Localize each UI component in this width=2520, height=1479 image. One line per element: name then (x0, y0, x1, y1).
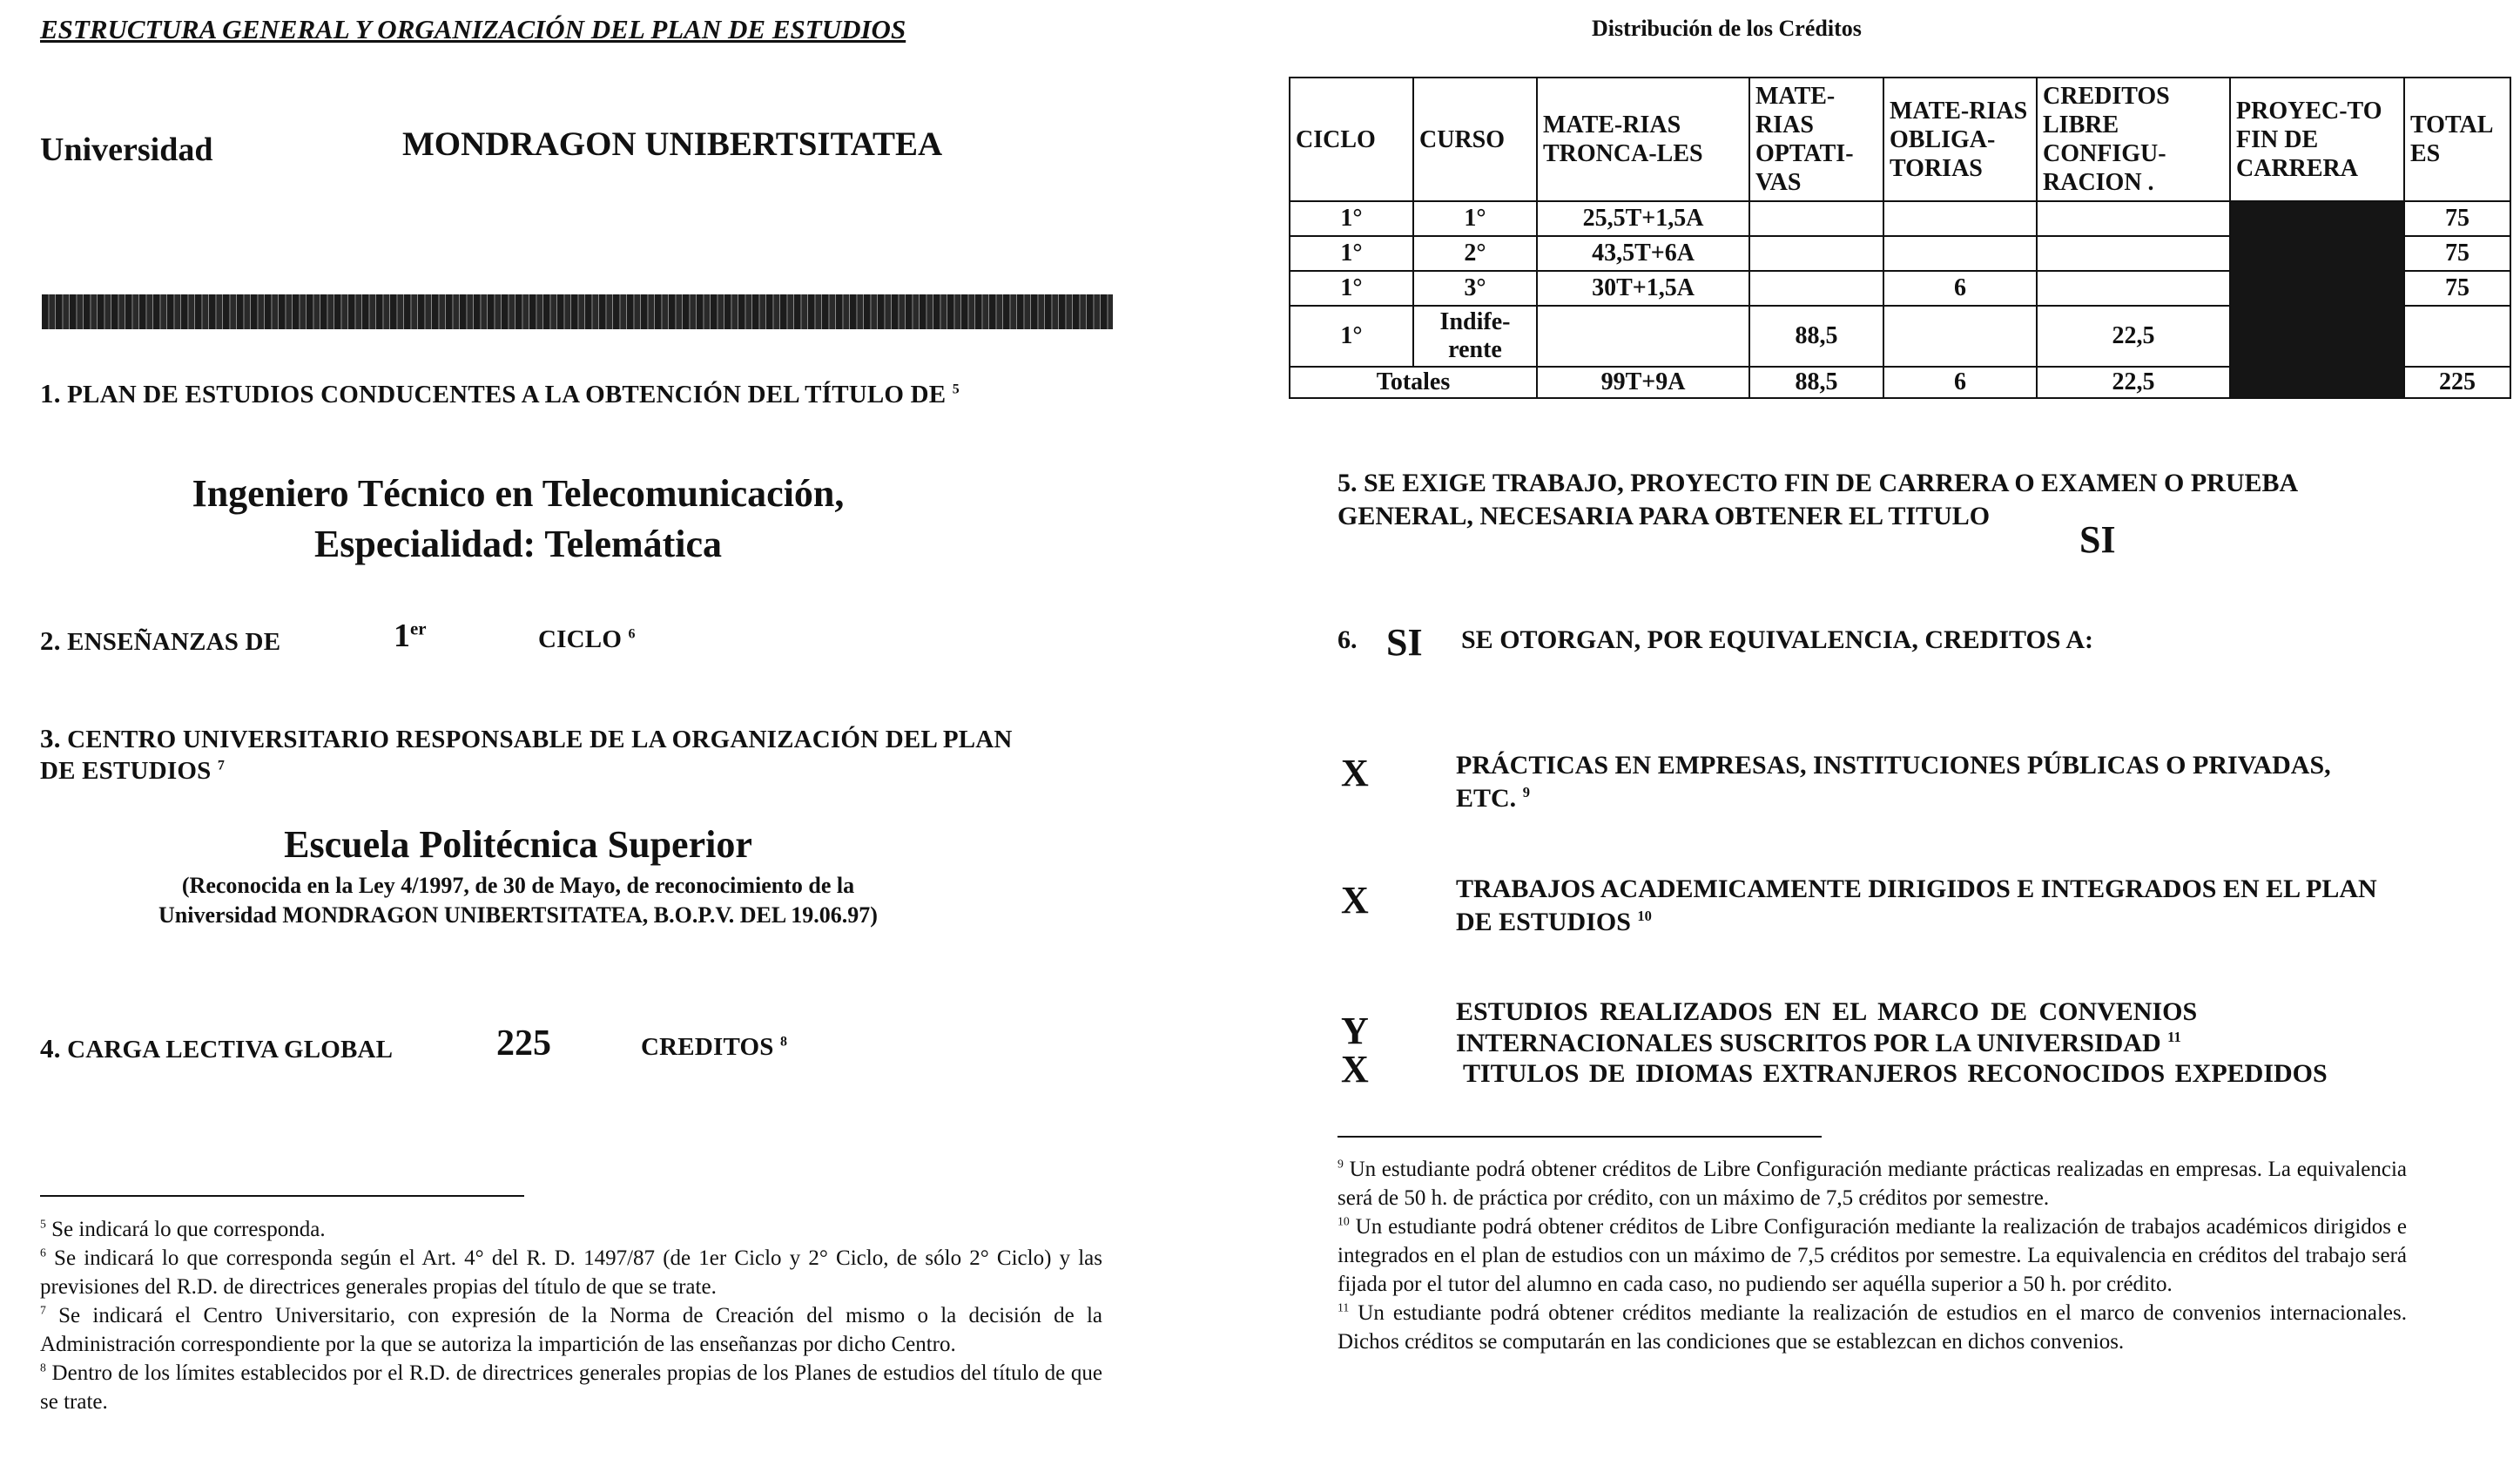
cycle-value (394, 617, 427, 655)
degree-line-1: Ingeniero Técnico en Telecomunicación, (192, 472, 845, 515)
cycle-label (538, 625, 636, 654)
shaded-cell (2230, 201, 2404, 398)
section-2-text: ENSEÑANZAS DE (67, 628, 281, 656)
column-header: CURSO (1413, 78, 1537, 201)
table-cell (1883, 306, 2037, 367)
table-cell (1537, 306, 1749, 367)
section-3-line-1: CENTRO UNIVERSITARIO RESPONSABLE DE LA ORGANIZACIÓN DEL PLAN (67, 726, 1013, 753)
section-4-text: CARGA LECTIVA GLOBAL (67, 1036, 394, 1064)
section-5-line-1: SE EXIGE TRABAJO, PROYECTO FIN DE CARRERA O EXAMEN O PRUEBA (1364, 469, 2299, 497)
table-cell: 1° (1290, 306, 1413, 367)
table-cell: 22,5 (2037, 306, 2230, 367)
column-header: CREDITOS LIBRE CONFIGU-RACION . (2037, 78, 2230, 201)
column-header: MATE-RIAS OBLIGA-TORIAS (1883, 78, 2037, 201)
table-cell (1749, 236, 1883, 271)
table-cell: 1° (1290, 271, 1413, 306)
footnote: $^7$ Se indicará el Centro Universitario, con expresión de la Norma de Creación del mismo o la decisión de la Administración correspondiente por la que se autoriza la impartición de las enseñanzas por dicho Centro. (40, 1303, 1103, 1356)
school-note-line-1: (Reconocida en la Ley 4/1997, de 30 de Mayo, de reconocimiento de la (181, 873, 855, 898)
table-cell: 1° (1413, 201, 1537, 236)
degree-title (0, 469, 1036, 570)
table-cell: 99T+9A (1537, 367, 1749, 398)
credits-unit-text: CREDITOS (641, 1033, 774, 1061)
section-1-footnote-ref: 5 (952, 382, 960, 397)
section-3-line-2: DE ESTUDIOS (40, 757, 212, 785)
equivalence-item: ESTUDIOS REALIZADOS EN EL MARCO DE CONVENIOS INTERNACIONALES SUSCRITOS POR LA UNIVERSIDAD $^{11}$ (1456, 997, 2198, 1057)
totals-label: Totales (1290, 367, 1537, 398)
footnote: $^9$ Un estudiante podrá obtener créditos de Libre Configuración mediante prácticas realizadas en empresas. La equivalencia será de 50 h. de práctica por crédito, con un máximo de 7,5 créditos por semestre. (1337, 1157, 2408, 1210)
table-cell (2037, 236, 2230, 271)
column-header: PROYEC-TO FIN DE CARRERA (2230, 78, 2404, 201)
table-cell (1749, 201, 1883, 236)
university-label: Universidad (40, 132, 213, 168)
university-name: MONDRAGON UNIBERTSITATEA (402, 125, 943, 163)
table-cell (1883, 236, 2037, 271)
table-cell: 1° (1290, 201, 1413, 236)
table-cell: 43,5T+6A (1537, 236, 1749, 271)
table-cell (2037, 201, 2230, 236)
section-3 (40, 723, 1013, 787)
section-4-number: 4. (40, 1033, 61, 1064)
footnote: $^8$ Dentro de los límites establecidos por el R.D. de directrices generales propias de los Planes de estudios del título de que se trate. (40, 1361, 1103, 1414)
footnotes-left (40, 1215, 1102, 1416)
table-cell: Indife-rente (1413, 306, 1537, 367)
table-cell: 2° (1413, 236, 1537, 271)
table-cell: 225 (2404, 367, 2510, 398)
equivalence-mark: X (1341, 879, 1369, 922)
table-header-row (1290, 78, 2510, 201)
table-cell (2037, 271, 2230, 306)
footnote: $^{10}$ Un estudiante podrá obtener créditos de Libre Configuración mediante la realización de trabajos académicos dirigidos e integrados en el plan de estudios con un máximo de 7,5 créditos por semestre. La equivalencia en créditos del trabajo será fijada por el tutor del alumno en cada caso, no pudiendo ser aquélla superior a 50 h. por crédito. (1337, 1214, 2408, 1296)
cycle-number: 1 (394, 618, 410, 654)
section-2-label (40, 625, 280, 657)
table-cell: 75 (2404, 271, 2510, 306)
table-cell: 22,5 (2037, 367, 2230, 398)
section-4-label (40, 1033, 393, 1064)
table-cell: 75 (2404, 236, 2510, 271)
footnote: $^6$ Se indicará lo que corresponda según el Art. 4° del R. D. 1497/87 (de 1er Ciclo y 2° Ciclo, de sólo 2° Ciclo) y las previsiones del R.D. de directrices generales propias del título de que se trate. (40, 1246, 1103, 1299)
table-cell: 25,5T+1,5A (1537, 201, 1749, 236)
section-2-footnote-ref: 6 (628, 626, 636, 642)
section-5-line-2: GENERAL, NECESARIA PARA OBTENER EL TITULO (1337, 502, 1991, 530)
credits-table (1289, 77, 2511, 399)
section-2-number: 2. (40, 625, 61, 656)
section-4-footnote-ref: 8 (780, 1034, 788, 1050)
column-header: CICLO (1290, 78, 1413, 201)
section-6-text: SE OTORGAN, POR EQUIVALENCIA, CREDITOS A: (1461, 625, 2093, 654)
table-cell (1749, 271, 1883, 306)
footnote-divider-right (1337, 1136, 1822, 1138)
equivalence-mark: Y (1341, 1010, 1369, 1052)
credits-distribution-title: Distribución de los Créditos (1592, 16, 1862, 41)
section-3-number: 3. (40, 723, 61, 753)
cycle-label-text: CICLO (538, 625, 623, 653)
global-credits-value: 225 (496, 1023, 551, 1064)
cycle-superscript: er (410, 618, 427, 639)
credits-unit (641, 1033, 787, 1062)
section-5 (1337, 467, 2298, 533)
table-cell: 1° (1290, 236, 1413, 271)
footnote-divider-left (40, 1195, 524, 1197)
section-6-answer: SI (1386, 621, 1423, 664)
section-6-number: 6. (1337, 625, 1358, 654)
document-heading: ESTRUCTURA GENERAL Y ORGANIZACIÓN DEL PLAN DE ESTUDIOS (40, 14, 906, 44)
section-1 (40, 378, 960, 409)
footnotes-right (1337, 1155, 2407, 1356)
table-cell: 88,5 (1749, 367, 1883, 398)
footnote: $^5$ Se indicará lo que corresponda. (40, 1217, 326, 1241)
degree-line-2: Especialidad: Telemática (313, 523, 723, 565)
equivalence-item: PRÁCTICAS EN EMPRESAS, INSTITUCIONES PÚBLICAS O PRIVADAS, ETC. $^9$ (1456, 751, 2331, 813)
footnote: $^{11}$ Un estudiante podrá obtener créditos mediante la realización de estudios en el marco de convenios internacionales. Dichos créditos se computarán en las condiciones que se establezcan en dichos convenios. (1337, 1300, 2408, 1354)
school-note-line-2: Universidad MONDRAGON UNIBERTSITATEA, B.O.P.V. DEL 19.06.97) (158, 902, 878, 928)
equivalence-mark: X (1341, 752, 1369, 794)
section-1-number: 1. (40, 378, 61, 409)
table-row (1290, 201, 2510, 236)
table-cell: 75 (2404, 201, 2510, 236)
section-1-text: PLAN DE ESTUDIOS CONDUCENTES A LA OBTENCIÓN DEL TÍTULO DE (67, 381, 947, 409)
school-name: Escuela Politécnica Superior (284, 823, 752, 866)
table-cell: 30T+1,5A (1537, 271, 1749, 306)
section-5-number: 5. (1337, 469, 1358, 497)
table-cell: 88,5 (1749, 306, 1883, 367)
school-note (0, 871, 1036, 930)
equivalence-item: TRABAJOS ACADEMICAMENTE DIRIGIDOS E INTEGRADOS EN EL PLAN DE ESTUDIOS $^{10}$ (1456, 875, 2377, 936)
table-cell: 6 (1883, 367, 2037, 398)
table-cell (2404, 306, 2510, 367)
table-cell: 3° (1413, 271, 1537, 306)
section-5-answer: SI (2079, 518, 2116, 561)
column-header: TOTAL ES (2404, 78, 2510, 201)
equivalence-mark: X (1341, 1048, 1369, 1091)
column-header: MATE-RIAS TRONCA-LES (1537, 78, 1749, 201)
redacted-bar (42, 294, 1113, 329)
column-header: MATE-RIAS OPTATI-VAS (1749, 78, 1883, 201)
table-cell: 6 (1883, 271, 2037, 306)
section-3-footnote-ref: 7 (217, 758, 226, 773)
equivalence-item: TITULOS DE IDIOMAS EXTRANJEROS RECONOCIDOS EXPEDIDOS (1463, 1059, 2328, 1088)
table-cell (1883, 201, 2037, 236)
